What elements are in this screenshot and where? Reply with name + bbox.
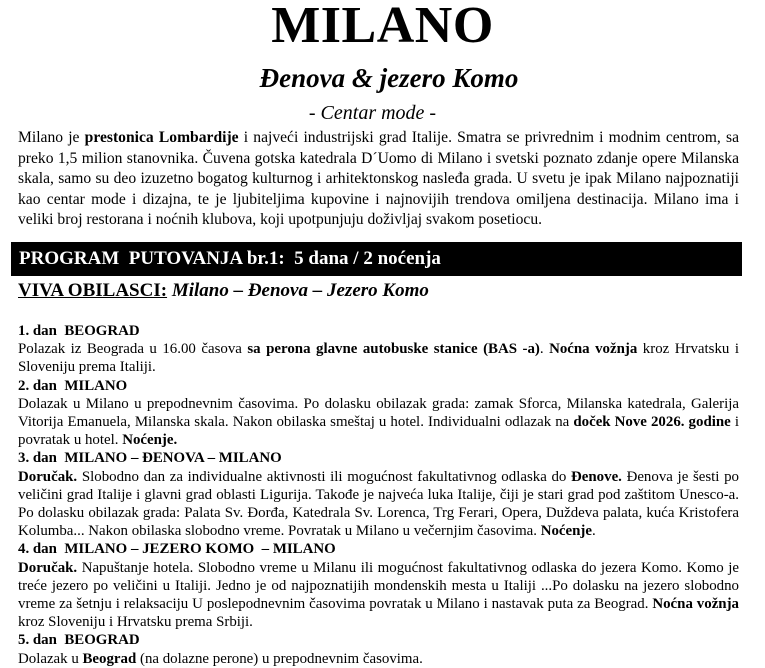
intro-text: i najveći industrijski grad Italije. Smatra se privrednim i modnim centrom, sa preko 1,5 milion stanovnika. Čuvena gotska katedrala D´Uomo di Milano i svetski poznato zdanje opere Milanska skala, samo su deo izuzetno bogatog kulturnog i arhitektonskog nasleđa grada. U svetu je ipak Milano najpoznatiji kao centar mode i dizajna, te je ljubiteljima kupovine i najnovijih trendova omiljena destinacija. Milano ima i veliki broj restorana i noćnih klubova, koji upotpunjuju doživljaj svakom posetiocu. [18,129,739,229]
day-1-bold: Noćna vožnja [549,341,638,358]
day-1-text: kroz Hrvatsku i Sloveniju prema Italiji. [18,341,739,376]
day-5-bold: Beograd [82,650,137,667]
itinerary [18,322,739,668]
day-2-text: i povratak u hotel. [18,414,739,449]
day-1-text: Polazak iz Beograda u 16.00 časova [18,341,248,358]
day-3-text: Slobodno dan za individualne aktivnosti ili mogućnost fakultativnog odlaska do [77,468,572,485]
day-3-text: . [592,523,596,540]
day-4-body [18,559,739,632]
intro-bold: prestonica Lombardije [84,129,239,146]
day-3-bold: Doručak. [18,468,78,485]
day-3-heading: 3. dan MILANO – ĐENOVA – MILANO [18,450,282,467]
day-4-bold: Noćna vožnja [652,596,739,613]
page-title: MILANO [271,0,494,54]
day-4-heading: 4. dan MILANO – JEZERO KOMO – MILANO [18,541,336,558]
day-1-text: . [539,341,550,358]
day-2-body [18,395,739,450]
day-4-text: Napuštanje hotela. Slobodno vreme u Milanu ili mogućnost fakultativnog odlaska do jezera Komo. Komo je treće jezero po veličini u Italiji. Jedno je od najpoznatijih mondenskih mesta u Italiji ...Po dolasku na jezero slobodno vreme za šetnju i relaksaciju U poslepodnevnim časovima povratak u Milano i nastavak puta za Beograd. [18,559,739,613]
day-2-text: Dolazak u Milano u prepodnevnim časovima. Po dolasku obilazak grada: zamak Sforca, Milanska katedrala, Galerija Vitorija Emanuela, Milanska skala. Nakon obilaska smeštaj u hotel. Individualni odlazak na [18,395,739,431]
day-3-bold: Noćenje [540,523,592,540]
day-4-bold: Doručak. [18,559,78,576]
day-2-heading: 2. dan MILANO [18,377,128,394]
page-tagline: - Centar mode - [308,102,437,124]
day-5-heading: 5. dan BEOGRAD [18,632,140,649]
day-5-text: (na dolazne perone) u prepodnevnim časovima. [136,650,423,667]
day-5-text: Dolazak u [18,650,83,667]
day-2-bold: Noćenje. [122,432,178,449]
intro-paragraph [18,128,739,231]
intro-text: Milano je [18,129,85,146]
program-banner: PROGRAM PUTOVANJA br.1: 5 dana / 2 noćenja [11,242,742,276]
day-1-heading: 1. dan BEOGRAD [18,323,140,339]
day-3-bold: Đenove. [571,468,622,485]
day-3-body [18,468,739,541]
day-1-bold: sa perona glavne autobuske stanice (BAS -a) [247,341,540,358]
viva-route: Milano – Đenova – Jezero Komo [171,280,429,301]
day-2-bold: doček Nove 2026. godine [573,414,731,431]
day-5-body [18,650,739,668]
day-4-text: kroz Sloveniju i Hrvatsku prema Srbiji. [18,614,253,631]
day-3-text: Đenova je šesti po veličini grad Italije i glavni grad oblasti Ligurija. Takođe je najveća luka Italije, čiji je stari grad pod zaštitom Unesco-a. Po dolasku obilazak grada: Palata Sv. Đorđa, Katedrala Sv. Lorenca, Trg Ferari, Opera, Duždeva palata, kuća Kristofera Kolumba... Nakon obilaska slobodno vreme. Povratak u Milano u večernjim časovima. [18,468,739,540]
viva-label: VIVA OBILASCI: [18,280,168,301]
page-subtitle: Đenova & jezero Komo [259,63,519,93]
viva-line [18,279,429,303]
day-1-body [18,340,739,376]
